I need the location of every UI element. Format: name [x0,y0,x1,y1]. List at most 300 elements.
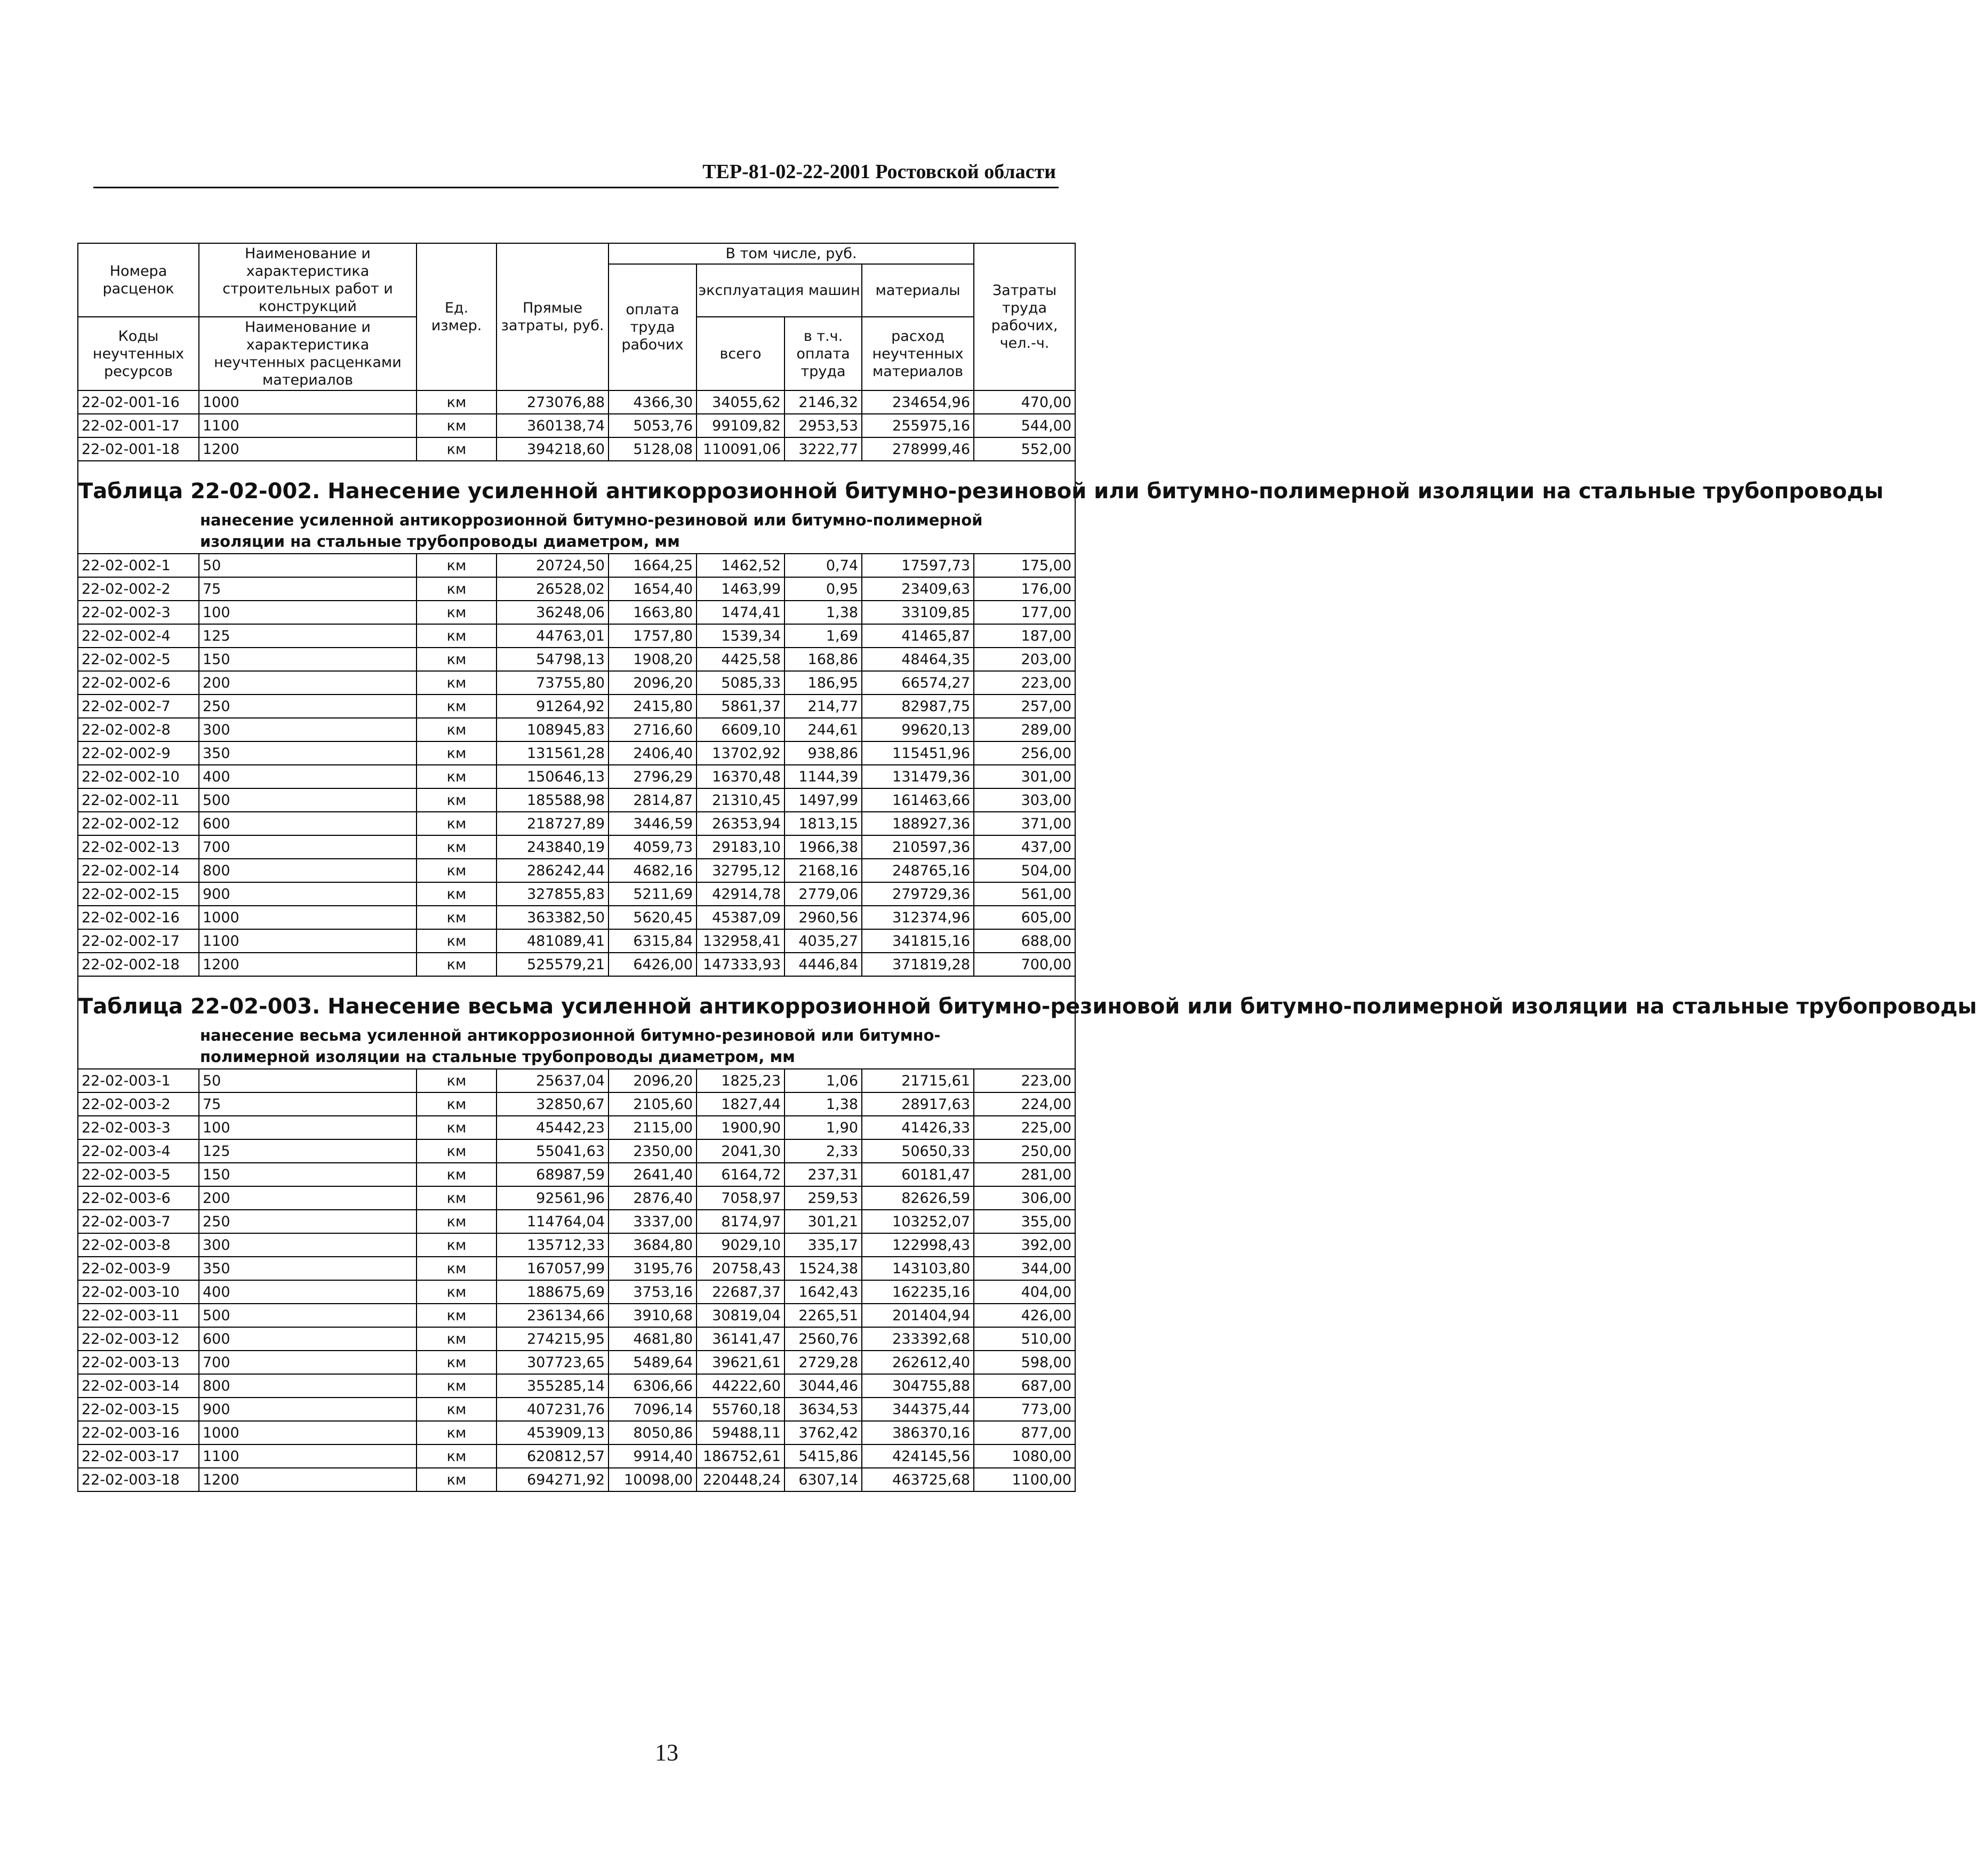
header-direct-costs: Прямые затраты, руб. [497,243,609,390]
table-row [78,1233,1075,1257]
unit-cell: км [417,601,497,624]
materials-cell: 60181,47 [862,1163,974,1186]
machines-total-cell: 1463,99 [697,577,785,601]
materials-cell: 82987,75 [862,694,974,718]
diameter-cell: 1200 [199,437,417,461]
labor-costs-cell: 371,00 [974,812,1075,835]
direct-costs-cell: 188675,69 [497,1280,609,1304]
unit-cell: км [417,554,497,577]
diameter-cell: 1100 [199,1444,417,1468]
machines-labor-pay-cell: 2146,32 [785,390,862,414]
header-machines-total: всего [697,317,785,390]
table-row [78,953,1075,976]
machines-labor-pay-cell: 2265,51 [785,1304,862,1327]
labor-pay-cell: 2115,00 [609,1116,697,1139]
materials-cell: 248765,16 [862,859,974,882]
labor-costs-cell: 306,00 [974,1186,1075,1210]
labor-costs-cell: 773,00 [974,1398,1075,1421]
diameter-cell: 400 [199,1280,417,1304]
machines-labor-pay-cell: 214,77 [785,694,862,718]
labor-costs-cell: 225,00 [974,1116,1075,1139]
materials-cell: 99620,13 [862,718,974,741]
direct-costs-cell: 394218,60 [497,437,609,461]
unit-cell: км [417,1069,497,1092]
rate-code-cell: 22-02-003-7 [78,1210,199,1233]
unit-cell: км [417,788,497,812]
direct-costs-cell: 243840,19 [497,835,609,859]
unit-cell: км [417,1374,497,1398]
machines-labor-pay-cell: 237,31 [785,1163,862,1186]
unit-cell: км [417,1280,497,1304]
labor-pay-cell: 2814,87 [609,788,697,812]
labor-pay-cell: 2796,29 [609,765,697,788]
direct-costs-cell: 327855,83 [497,882,609,906]
direct-costs-cell: 407231,76 [497,1398,609,1421]
labor-pay-cell: 2105,60 [609,1092,697,1116]
table-row [78,812,1075,835]
labor-pay-cell: 5211,69 [609,882,697,906]
labor-costs-cell: 355,00 [974,1210,1075,1233]
labor-pay-cell: 3446,59 [609,812,697,835]
machines-labor-pay-cell: 5415,86 [785,1444,862,1468]
diameter-cell: 250 [199,694,417,718]
section-003-subtitle: нанесение весьма усиленной антикоррозионной битумно-резиновой или битумно-полимерной изоляции на стальные трубопроводы диаметром, мм [200,1026,941,1066]
diameter-cell: 100 [199,1116,417,1139]
materials-cell: 66574,27 [862,671,974,694]
section-003-rows [78,1069,1075,1491]
table-row [78,1280,1075,1304]
rates-table [77,243,1977,1492]
rate-code-cell: 22-02-003-13 [78,1351,199,1374]
diameter-cell: 800 [199,859,417,882]
direct-costs-cell: 236134,66 [497,1304,609,1327]
labor-costs-cell: 223,00 [974,1069,1075,1092]
labor-costs-cell: 281,00 [974,1163,1075,1186]
table-row [78,1210,1075,1233]
diameter-cell: 500 [199,788,417,812]
labor-costs-cell: 344,00 [974,1257,1075,1280]
rate-code-cell: 22-02-002-7 [78,694,199,718]
section-002-heading [78,461,1884,554]
table-row [78,741,1075,765]
section-003-title: Таблица 22-02-003. Нанесение весьма усиленной антикоррозионной битумно-резиновой или битумно-полимерной изоляции на стальные трубопроводы [78,994,1977,1019]
materials-cell: 33109,85 [862,601,974,624]
labor-costs-cell: 561,00 [974,882,1075,906]
unit-cell: км [417,1233,497,1257]
machines-total-cell: 7058,97 [697,1186,785,1210]
rate-code-cell: 22-02-002-16 [78,906,199,929]
labor-pay-cell: 1654,40 [609,577,697,601]
labor-costs-cell: 700,00 [974,953,1075,976]
direct-costs-cell: 453909,13 [497,1421,609,1444]
table-row [78,1351,1075,1374]
machines-total-cell: 6164,72 [697,1163,785,1186]
labor-costs-cell: 404,00 [974,1280,1075,1304]
direct-costs-cell: 150646,13 [497,765,609,788]
table-row [78,859,1075,882]
materials-cell: 201404,94 [862,1304,974,1327]
diameter-cell: 1200 [199,953,417,976]
table-row [78,601,1075,624]
diameter-cell: 1000 [199,390,417,414]
table-row [78,1186,1075,1210]
diameter-cell: 900 [199,1398,417,1421]
unit-cell: км [417,953,497,976]
header-labor-pay: оплата труда рабочих [609,264,697,390]
labor-pay-cell: 2350,00 [609,1139,697,1163]
direct-costs-cell: 360138,74 [497,414,609,437]
header-machines: эксплуатация машин [697,264,862,317]
unit-cell: км [417,1468,497,1491]
materials-cell: 161463,66 [862,788,974,812]
machines-labor-pay-cell: 1813,15 [785,812,862,835]
table-row [78,835,1075,859]
labor-costs-cell: 504,00 [974,859,1075,882]
rate-code-cell: 22-02-003-12 [78,1327,199,1351]
machines-total-cell: 30819,04 [697,1304,785,1327]
rate-code-cell: 22-02-002-10 [78,765,199,788]
header-including: В том числе, руб. [609,243,974,264]
rate-code-cell: 22-02-003-14 [78,1374,199,1398]
rate-code-cell: 22-02-002-11 [78,788,199,812]
table-row [78,648,1075,671]
labor-pay-cell: 1908,20 [609,648,697,671]
unit-cell: км [417,812,497,835]
machines-labor-pay-cell: 301,21 [785,1210,862,1233]
table-row [78,437,1075,461]
rate-code-cell: 22-02-003-1 [78,1069,199,1092]
machines-total-cell: 9029,10 [697,1233,785,1257]
direct-costs-cell: 694271,92 [497,1468,609,1491]
unit-cell: км [417,882,497,906]
materials-cell: 21715,61 [862,1069,974,1092]
machines-labor-pay-cell: 4446,84 [785,953,862,976]
rate-code-cell: 22-02-002-15 [78,882,199,906]
direct-costs-cell: 73755,80 [497,671,609,694]
direct-costs-cell: 54798,13 [497,648,609,671]
rates-table-container [77,243,1977,1492]
machines-labor-pay-cell: 186,95 [785,671,862,694]
machines-labor-pay-cell: 2779,06 [785,882,862,906]
labor-pay-cell: 5128,08 [609,437,697,461]
rate-code-cell: 22-02-003-2 [78,1092,199,1116]
direct-costs-cell: 286242,44 [497,859,609,882]
materials-cell: 162235,16 [862,1280,974,1304]
section-002-heading-cell [78,461,1884,554]
machines-total-cell: 16370,48 [697,765,785,788]
table-row [78,1444,1075,1468]
machines-total-cell: 1827,44 [697,1092,785,1116]
machines-labor-pay-cell: 1497,99 [785,788,862,812]
machines-total-cell: 5861,37 [697,694,785,718]
table-row [78,671,1075,694]
table-row [78,414,1075,437]
machines-total-cell: 1539,34 [697,624,785,648]
machines-total-cell: 110091,06 [697,437,785,461]
direct-costs-cell: 363382,50 [497,906,609,929]
table-row [78,1257,1075,1280]
labor-costs-cell: 187,00 [974,624,1075,648]
labor-pay-cell: 3337,00 [609,1210,697,1233]
direct-costs-cell: 135712,33 [497,1233,609,1257]
labor-pay-cell: 7096,14 [609,1398,697,1421]
unit-cell: км [417,1351,497,1374]
labor-pay-cell: 5053,76 [609,414,697,437]
rate-code-cell: 22-02-001-18 [78,437,199,461]
machines-labor-pay-cell: 2960,56 [785,906,862,929]
labor-costs-cell: 176,00 [974,577,1075,601]
header-resource-codes: Коды неучтенных ресурсов [78,317,199,390]
running-header: ТЕР-81-02-22-2001 Ростовской области [702,161,1056,183]
section-002-title: Таблица 22-02-002. Нанесение усиленной антикоррозионной битумно-резиновой или битумно-полимерной изоляции на стальные трубопроводы [78,479,1884,504]
diameter-cell: 300 [199,1233,417,1257]
direct-costs-cell: 45442,23 [497,1116,609,1139]
direct-costs-cell: 274215,95 [497,1327,609,1351]
materials-cell: 386370,16 [862,1421,974,1444]
table-row [78,929,1075,953]
diameter-cell: 700 [199,835,417,859]
machines-labor-pay-cell: 4035,27 [785,929,862,953]
rate-code-cell: 22-02-002-18 [78,953,199,976]
labor-costs-cell: 203,00 [974,648,1075,671]
table-row [78,1327,1075,1351]
rate-code-cell: 22-02-002-8 [78,718,199,741]
rate-code-cell: 22-02-003-9 [78,1257,199,1280]
machines-total-cell: 132958,41 [697,929,785,953]
machines-labor-pay-cell: 1,69 [785,624,862,648]
machines-labor-pay-cell: 6307,14 [785,1468,862,1491]
diameter-cell: 125 [199,1139,417,1163]
labor-costs-cell: 598,00 [974,1351,1075,1374]
machines-labor-pay-cell: 1524,38 [785,1257,862,1280]
table-row [78,577,1075,601]
diameter-cell: 1000 [199,1421,417,1444]
header-unit: Ед. измер. [417,243,497,390]
rate-code-cell: 22-02-003-17 [78,1444,199,1468]
labor-costs-cell: 223,00 [974,671,1075,694]
diameter-cell: 250 [199,1210,417,1233]
diameter-cell: 500 [199,1304,417,1327]
machines-total-cell: 2041,30 [697,1139,785,1163]
labor-costs-cell: 177,00 [974,601,1075,624]
machines-total-cell: 8174,97 [697,1210,785,1233]
rate-code-cell: 22-02-003-11 [78,1304,199,1327]
machines-labor-pay-cell: 1,38 [785,601,862,624]
machines-labor-pay-cell: 3222,77 [785,437,862,461]
rate-code-cell: 22-02-002-2 [78,577,199,601]
unit-cell: км [417,694,497,718]
direct-costs-cell: 525579,21 [497,953,609,976]
materials-cell: 255975,16 [862,414,974,437]
materials-cell: 103252,07 [862,1210,974,1233]
rate-code-cell: 22-02-002-5 [78,648,199,671]
unit-cell: км [417,437,497,461]
machines-labor-pay-cell: 1,38 [785,1092,862,1116]
labor-costs-cell: 605,00 [974,906,1075,929]
labor-pay-cell: 2415,80 [609,694,697,718]
table-row [78,788,1075,812]
labor-pay-cell: 3195,76 [609,1257,697,1280]
diameter-cell: 1100 [199,929,417,953]
direct-costs-cell: 185588,98 [497,788,609,812]
labor-costs-cell: 687,00 [974,1374,1075,1398]
diameter-cell: 50 [199,1069,417,1092]
machines-total-cell: 99109,82 [697,414,785,437]
labor-pay-cell: 4059,73 [609,835,697,859]
machines-total-cell: 55760,18 [697,1398,785,1421]
machines-total-cell: 1462,52 [697,554,785,577]
unit-cell: км [417,1163,497,1186]
labor-costs-cell: 250,00 [974,1139,1075,1163]
labor-pay-cell: 5620,45 [609,906,697,929]
header-materials-unaccounted: расход неучтенных материалов [862,317,974,390]
labor-pay-cell: 8050,86 [609,1421,697,1444]
labor-pay-cell: 6306,66 [609,1374,697,1398]
labor-pay-cell: 10098,00 [609,1468,697,1491]
table-row [78,765,1075,788]
unit-cell: км [417,1398,497,1421]
table-row [78,1116,1075,1139]
labor-pay-cell: 2641,40 [609,1163,697,1186]
unit-cell: км [417,1092,497,1116]
materials-cell: 122998,43 [862,1233,974,1257]
labor-pay-cell: 2096,20 [609,671,697,694]
direct-costs-cell: 481089,41 [497,929,609,953]
diameter-cell: 50 [199,554,417,577]
machines-total-cell: 5085,33 [697,671,785,694]
rate-code-cell: 22-02-002-12 [78,812,199,835]
machines-total-cell: 26353,94 [697,812,785,835]
table-row [78,694,1075,718]
direct-costs-cell: 114764,04 [497,1210,609,1233]
table-header [78,243,1075,390]
header-work-name: Наименование и характеристика строительных работ и конструкций [199,243,417,317]
table-row [78,390,1075,414]
materials-cell: 278999,46 [862,437,974,461]
labor-costs-cell: 510,00 [974,1327,1075,1351]
labor-costs-cell: 470,00 [974,390,1075,414]
unit-cell: км [417,648,497,671]
table-row [78,1069,1075,1092]
unit-cell: км [417,390,497,414]
direct-costs-cell: 92561,96 [497,1186,609,1210]
unit-cell: км [417,1444,497,1468]
section-003-heading [78,976,1977,1069]
section-003-heading-cell [78,976,1977,1069]
labor-pay-cell: 6315,84 [609,929,697,953]
materials-cell: 188927,36 [862,812,974,835]
machines-labor-pay-cell: 3762,42 [785,1421,862,1444]
labor-costs-cell: 256,00 [974,741,1075,765]
rate-code-cell: 22-02-003-10 [78,1280,199,1304]
labor-pay-cell: 1663,80 [609,601,697,624]
rate-code-cell: 22-02-003-5 [78,1163,199,1186]
direct-costs-cell: 108945,83 [497,718,609,741]
direct-costs-cell: 273076,88 [497,390,609,414]
rate-code-cell: 22-02-002-14 [78,859,199,882]
labor-costs-cell: 289,00 [974,718,1075,741]
table-row [78,1092,1075,1116]
materials-cell: 23409,63 [862,577,974,601]
materials-cell: 41426,33 [862,1116,974,1139]
table-row [78,624,1075,648]
diameter-cell: 75 [199,1092,417,1116]
labor-costs-cell: 426,00 [974,1304,1075,1327]
machines-labor-pay-cell: 244,61 [785,718,862,741]
direct-costs-cell: 307723,65 [497,1351,609,1374]
diameter-cell: 600 [199,1327,417,1351]
machines-labor-pay-cell: 2,33 [785,1139,862,1163]
diameter-cell: 300 [199,718,417,741]
materials-cell: 143103,80 [862,1257,974,1280]
labor-pay-cell: 4681,80 [609,1327,697,1351]
materials-cell: 344375,44 [862,1398,974,1421]
unit-cell: км [417,859,497,882]
machines-total-cell: 220448,24 [697,1468,785,1491]
header-machines-incl-pay: в т.ч. оплата труда [785,317,862,390]
unit-cell: км [417,671,497,694]
diameter-cell: 125 [199,624,417,648]
diameter-cell: 350 [199,741,417,765]
diameter-cell: 150 [199,648,417,671]
direct-costs-cell: 20724,50 [497,554,609,577]
diameter-cell: 150 [199,1163,417,1186]
table-row [78,1163,1075,1186]
labor-costs-cell: 437,00 [974,835,1075,859]
direct-costs-cell: 25637,04 [497,1069,609,1092]
header-rule [93,187,1059,188]
rate-code-cell: 22-02-002-13 [78,835,199,859]
table-row [78,882,1075,906]
unit-cell: км [417,741,497,765]
machines-total-cell: 34055,62 [697,390,785,414]
materials-cell: 41465,87 [862,624,974,648]
materials-cell: 115451,96 [862,741,974,765]
rate-code-cell: 22-02-002-4 [78,624,199,648]
rate-code-cell: 22-02-003-15 [78,1398,199,1421]
rate-code-cell: 22-02-003-6 [78,1186,199,1210]
machines-total-cell: 1900,90 [697,1116,785,1139]
labor-pay-cell: 2716,60 [609,718,697,741]
machines-total-cell: 39621,61 [697,1351,785,1374]
section-002-rows [78,554,1075,976]
rate-code-cell: 22-02-003-16 [78,1421,199,1444]
header-labor-costs: Затраты труда рабочих, чел.-ч. [974,243,1075,390]
diameter-cell: 75 [199,577,417,601]
rate-code-cell: 22-02-002-6 [78,671,199,694]
machines-labor-pay-cell: 3634,53 [785,1398,862,1421]
labor-pay-cell: 4682,16 [609,859,697,882]
direct-costs-cell: 36248,06 [497,601,609,624]
labor-pay-cell: 3753,16 [609,1280,697,1304]
table-row [78,1374,1075,1398]
machines-total-cell: 44222,60 [697,1374,785,1398]
unit-cell: км [417,577,497,601]
rate-code-cell: 22-02-002-17 [78,929,199,953]
diameter-cell: 350 [199,1257,417,1280]
materials-cell: 17597,73 [862,554,974,577]
rate-code-cell: 22-02-002-1 [78,554,199,577]
direct-costs-cell: 44763,01 [497,624,609,648]
labor-costs-cell: 1080,00 [974,1444,1075,1468]
labor-pay-cell: 6426,00 [609,953,697,976]
machines-total-cell: 147333,93 [697,953,785,976]
machines-total-cell: 4425,58 [697,648,785,671]
direct-costs-cell: 55041,63 [497,1139,609,1163]
direct-costs-cell: 131561,28 [497,741,609,765]
table-row [78,1304,1075,1327]
section-002-subtitle: нанесение усиленной антикоррозионной битумно-резиновой или битумно-полимерной изоляции на стальные трубопроводы диаметром, мм [200,511,983,550]
